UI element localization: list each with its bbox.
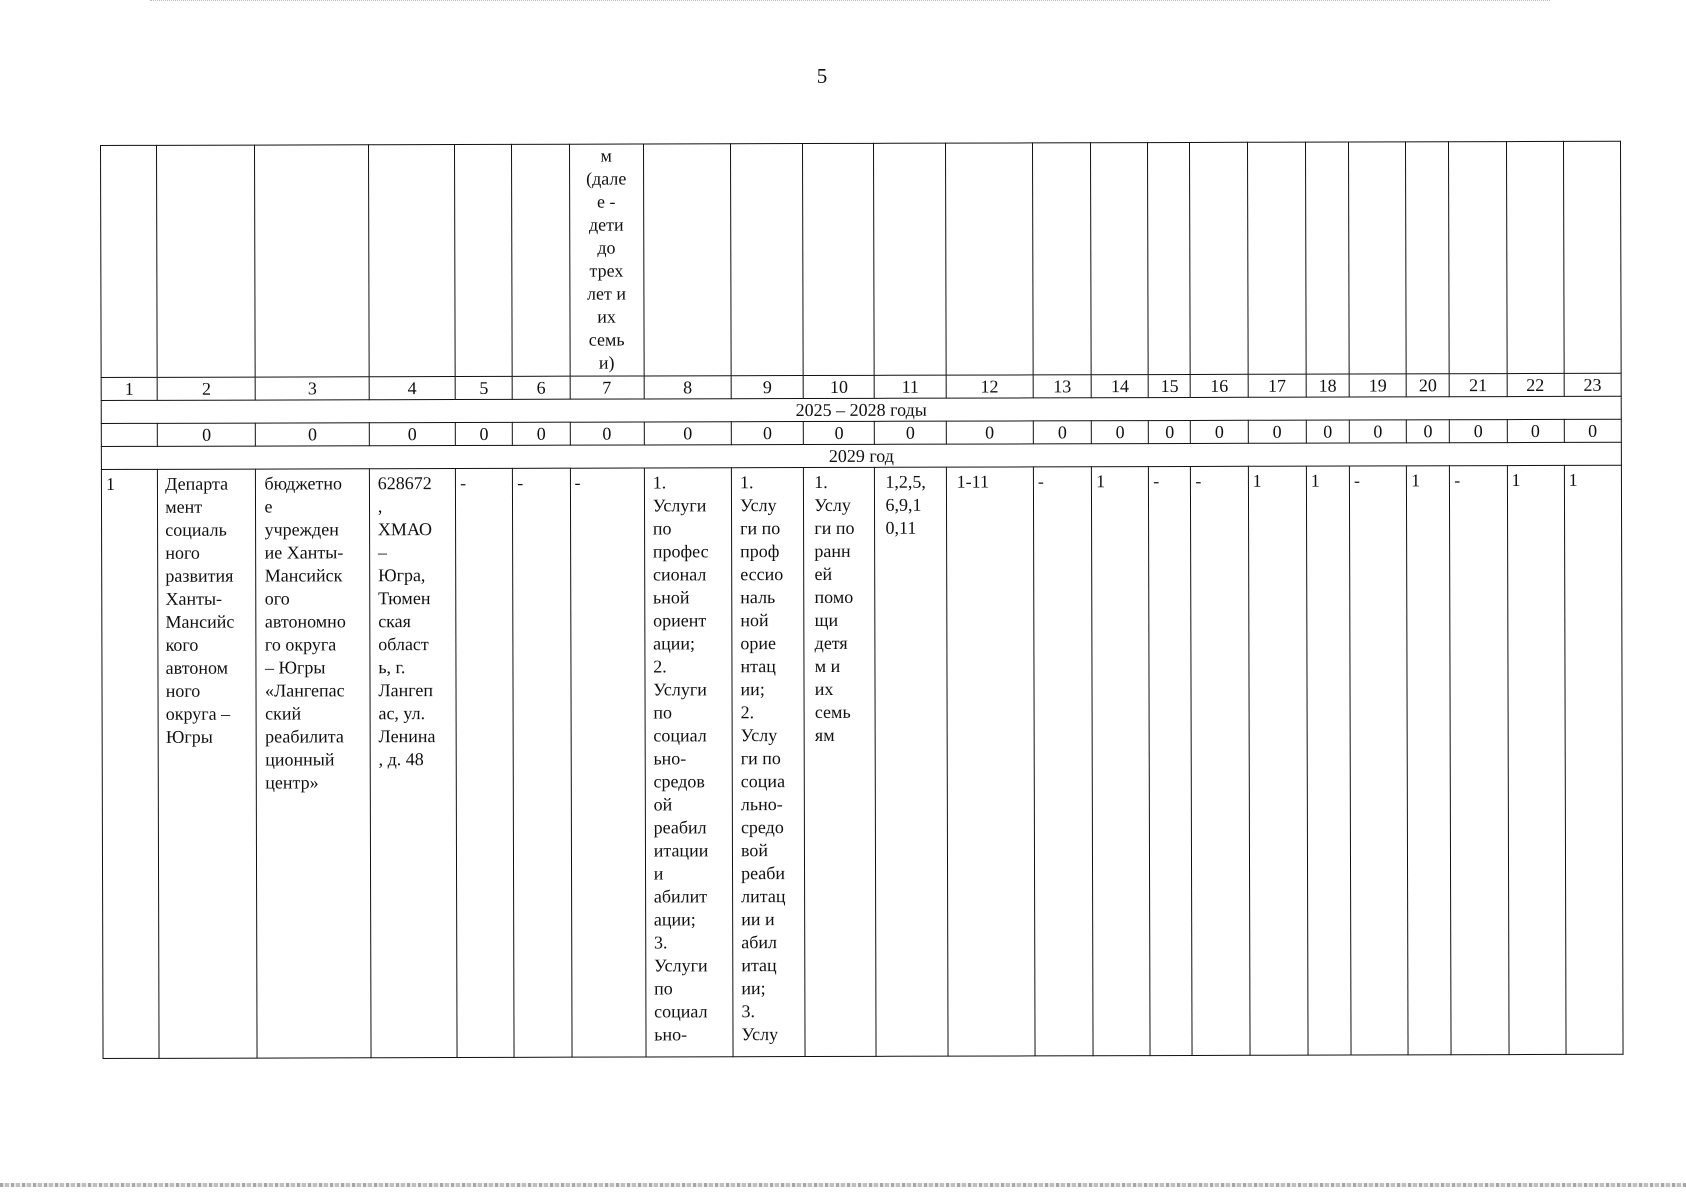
- cell-col21: -: [1450, 466, 1509, 1055]
- page-number: 5: [816, 64, 828, 88]
- cell-col5: -: [456, 468, 515, 1057]
- cell-col23: 1: [1564, 465, 1623, 1054]
- zero-cell: 0: [513, 422, 570, 445]
- column-number: 13: [1033, 375, 1091, 398]
- header-cell: [945, 143, 1033, 375]
- zero-cell-empty: [101, 423, 157, 446]
- zero-cell: 0: [1149, 420, 1191, 443]
- zero-cell: 0: [1033, 421, 1091, 444]
- column-number: 18: [1306, 374, 1349, 397]
- column-number: 12: [946, 375, 1033, 398]
- cell-early-help: 1. Услу ги по ранн ей помо щи детя м и их семь ям: [804, 467, 877, 1056]
- cell-col18: 1: [1306, 466, 1351, 1055]
- zero-cell: 0: [455, 422, 512, 445]
- cell-address: 628672 , ХМАО – Югра, Тюмен ская област ь, г. Лангеп ас, ул. Ленина , д. 48: [369, 469, 457, 1058]
- header-cell: [512, 144, 570, 376]
- header-cell: [455, 144, 513, 376]
- zero-cell: 0: [157, 423, 255, 446]
- column-number: 17: [1248, 374, 1306, 397]
- zero-cell: 0: [1507, 419, 1564, 442]
- cell-col20: 1: [1407, 466, 1452, 1055]
- cell-col17: 1: [1248, 466, 1308, 1055]
- header-cell: [731, 144, 804, 376]
- column-number: 1: [101, 377, 157, 400]
- zero-cell: 0: [1091, 421, 1148, 444]
- header-cell: [1190, 142, 1248, 374]
- column-number: 16: [1191, 374, 1248, 397]
- zero-cell: 0: [570, 422, 644, 445]
- header-cell: [1305, 142, 1349, 374]
- zero-cell: 0: [875, 421, 946, 444]
- column-number: 8: [644, 376, 731, 399]
- zero-cell: 0: [946, 421, 1033, 444]
- column-number: 5: [455, 376, 512, 399]
- cell-row-number: 1: [101, 469, 159, 1058]
- column-number: 6: [512, 376, 569, 399]
- header-cell: [643, 144, 731, 376]
- cell-col6: -: [513, 468, 572, 1057]
- cell-col11: 1,2,5, 6,9,1 0,11: [875, 467, 948, 1056]
- header-cell: [1449, 142, 1507, 374]
- header-cell: [874, 143, 946, 375]
- zero-cell: 0: [1450, 420, 1507, 443]
- header-cell: [1506, 141, 1564, 373]
- header-cell: [157, 145, 256, 377]
- column-number: 9: [731, 376, 803, 399]
- cell-department: Департа мент социаль ного развития Ханты- Мансийс кого автоном ного округа – Югры: [158, 469, 258, 1058]
- zero-cell: 0: [256, 423, 369, 446]
- column-number: 4: [369, 377, 455, 400]
- column-number: 7: [570, 376, 644, 399]
- header-cell: [1032, 143, 1091, 375]
- header-cell: [1091, 143, 1149, 375]
- cell-services-list-2: 1. Услу ги по проф ессио наль ной орие нтац ии; 2. Услу ги по социа льно- средо вой реаби литац ии и абил итац ии; 3. Услу: [731, 468, 805, 1057]
- data-row: [101, 465, 1623, 1058]
- zero-cell: 0: [1406, 420, 1449, 443]
- column-number: 23: [1564, 373, 1621, 396]
- zero-cell: 0: [804, 421, 875, 444]
- column-number: 15: [1148, 374, 1190, 397]
- header-cell: [255, 145, 369, 377]
- zero-cell: 0: [731, 422, 803, 445]
- cell-institution: бюджетно е учрежден ие Ханты- Мансийск ого автономно го округа – Югры «Лангепас ский реабилита ционный центр»: [256, 469, 371, 1058]
- cell-col15: -: [1149, 466, 1193, 1055]
- cell-col13: -: [1033, 467, 1093, 1056]
- column-number: 10: [803, 375, 874, 398]
- zero-cell: 0: [1564, 419, 1621, 442]
- header-cell: [101, 145, 158, 377]
- column-number: 19: [1349, 374, 1406, 397]
- header-continuation-row: [101, 141, 1622, 377]
- scan-edge-bottom: [0, 1183, 1686, 1187]
- cell-col12: 1-11: [946, 467, 1035, 1056]
- column-number: 14: [1091, 375, 1148, 398]
- header-cell-col7: м (дале е - дети до трех лет и их семь и): [569, 144, 644, 376]
- column-number: 3: [256, 377, 369, 400]
- column-number: 20: [1406, 374, 1449, 397]
- cell-col16: -: [1191, 466, 1250, 1055]
- column-number: 21: [1449, 374, 1506, 397]
- zero-cell: 0: [369, 423, 455, 446]
- header-cell: [1148, 142, 1191, 374]
- column-number: 11: [875, 375, 946, 398]
- section-title: 2025 – 2028 годы: [101, 396, 1621, 423]
- header-cell: [803, 143, 875, 375]
- section-title: 2029 год: [101, 442, 1621, 469]
- zero-cell: 0: [1349, 420, 1406, 443]
- cell-col7: -: [570, 468, 646, 1057]
- zero-cell: 0: [1248, 420, 1306, 443]
- header-cell: [1563, 141, 1621, 373]
- column-number: 2: [157, 377, 255, 400]
- header-cell: [368, 145, 455, 377]
- header-cell: [1348, 142, 1406, 374]
- cell-services-list: 1. Услуги по профес сионал ьной ориент ации; 2. Услуги по социал ьно- средов ой реабил итации и абилит ации; 3. Услуги по социал ьно-: [644, 468, 733, 1057]
- zero-cell: 0: [1306, 420, 1349, 443]
- scan-edge-top: [150, 0, 1550, 3]
- cell-col14: 1: [1092, 467, 1151, 1056]
- header-cell: [1247, 142, 1306, 374]
- cell-col22: 1: [1507, 465, 1566, 1054]
- zero-cell: 0: [1191, 420, 1248, 443]
- document-table: [100, 141, 1624, 1059]
- zero-cell: 0: [644, 422, 731, 445]
- header-cell: [1406, 142, 1450, 374]
- cell-col19: -: [1349, 466, 1408, 1055]
- column-number: 22: [1507, 373, 1564, 396]
